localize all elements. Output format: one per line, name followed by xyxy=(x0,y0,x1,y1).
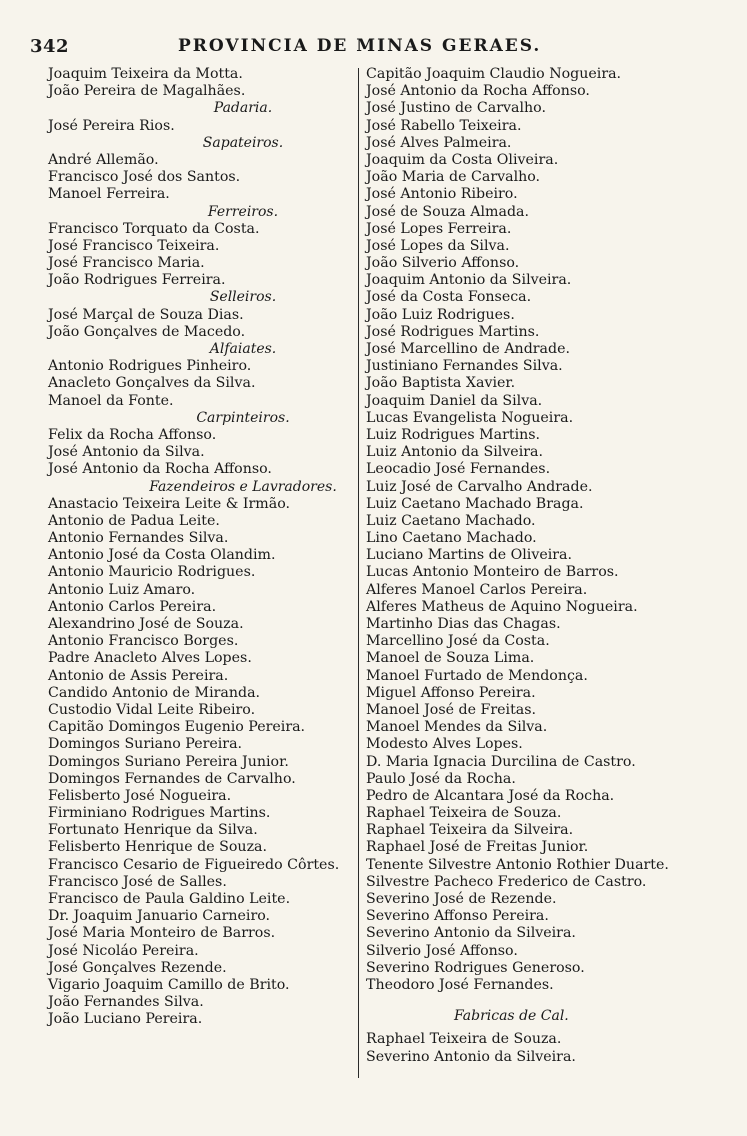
right-column xyxy=(366,66,696,1066)
name-entry: Martinho Dias das Chagas. xyxy=(366,616,561,632)
name-entry: José da Costa Fonseca. xyxy=(366,289,532,306)
name-entry: Raphael José de Freitas Junior. xyxy=(366,839,589,856)
name-entry: José Rodrigues Martins. xyxy=(366,323,540,340)
name-entry: Antonio Mauricio Rodrigues. xyxy=(48,564,256,581)
name-entry: Antonio Carlos Pereira. xyxy=(48,598,217,615)
name-entry: Domingos Suriano Pereira. xyxy=(48,736,243,753)
section-heading: Padaria. xyxy=(213,100,273,117)
name-entry: Francisco de Paula Galdino Leite. xyxy=(48,891,291,907)
name-entry: João Baptista Xavier. xyxy=(366,375,516,392)
name-entry: José de Souza Almada. xyxy=(366,203,529,220)
name-entry: Lucas Antonio Monteiro de Barros. xyxy=(366,564,619,581)
column-divider xyxy=(358,68,359,1078)
name-entry: Antonio José da Costa Olandim. xyxy=(48,547,276,564)
name-entry: Luiz Caetano Machado Braga. xyxy=(366,495,584,512)
name-entry: Antonio de Assis Pereira. xyxy=(48,667,229,684)
name-entry: Luiz Rodrigues Martins. xyxy=(366,426,541,443)
name-entry: Antonio Francisco Borges. xyxy=(48,633,239,650)
name-entry: Manoel Mendes da Silva. xyxy=(366,719,548,736)
name-entry: D. Maria Ignacia Durcilina de Castro. xyxy=(366,753,636,770)
name-entry: Manoel Furtado de Mendonça. xyxy=(366,667,588,684)
section-heading: Selleiros. xyxy=(209,289,277,306)
name-entry: José Antonio Ribeiro. xyxy=(366,186,518,203)
name-entry: Manoel de Souza Lima. xyxy=(366,650,535,667)
name-entry: José Antonio da Silva. xyxy=(48,444,205,461)
name-entry: Domingos Fernandes de Carvalho. xyxy=(48,770,296,787)
name-entry: João Maria de Carvalho. xyxy=(366,169,541,186)
name-entry: José Nicoláo Pereira. xyxy=(48,942,199,959)
name-entry: José Maria Monteiro de Barros. xyxy=(48,925,276,942)
name-entry: Fortunato Henrique da Silva. xyxy=(48,822,258,839)
name-entry: Theodoro José Fernandes. xyxy=(366,976,554,993)
name-entry: Antonio Rodrigues Pinheiro. xyxy=(48,358,252,375)
name-entry: Manoel da Fonte. xyxy=(48,392,174,409)
name-entry: Manoel Ferreira. xyxy=(48,186,170,203)
name-entry: Raphael Teixeira de Souza. xyxy=(366,1031,562,1048)
name-entry: Felisberto Henrique de Souza. xyxy=(48,839,268,856)
name-entry: Felisberto José Nogueira. xyxy=(48,787,232,804)
name-entry: José Marcellino de Andrade. xyxy=(366,341,571,357)
name-entry: Luciano Martins de Oliveira. xyxy=(366,547,573,564)
name-entry: Severino Antonio da Silveira. xyxy=(366,925,576,942)
name-entry: Joaquim Teixeira da Motta. xyxy=(48,66,243,82)
name-entry: José Gonçalves Rezende. xyxy=(48,959,227,976)
name-entry: Antonio de Padua Leite. xyxy=(48,512,220,529)
name-entry: José Rabello Teixeira. xyxy=(366,117,522,134)
section-heading: Carpinteiros. xyxy=(196,409,290,426)
left-column xyxy=(48,66,348,1029)
name-entry: Capitão Joaquim Claudio Nogueira. xyxy=(366,66,622,82)
name-entry: Joaquim Daniel da Silva. xyxy=(366,392,543,409)
name-entry: Lino Caetano Machado. xyxy=(366,530,537,547)
running-title: PROVINCIA DE MINAS GERAES. xyxy=(178,36,542,56)
name-entry: José Antonio da Rocha Affonso. xyxy=(48,461,272,478)
section-heading: Sapateiros. xyxy=(202,134,284,151)
name-entry: José Marçal de Souza Dias. xyxy=(48,306,244,323)
name-entry: Lucas Evangelista Nogueira. xyxy=(366,409,574,426)
name-entry: André Allemão. xyxy=(48,151,159,168)
name-entry: Anacleto Gonçalves da Silva. xyxy=(48,375,256,392)
section-heading: Ferreiros. xyxy=(207,203,279,220)
name-entry: Padre Anacleto Alves Lopes. xyxy=(48,650,252,667)
name-entry: Firminiano Rodrigues Martins. xyxy=(48,805,271,822)
name-entry: José Lopes da Silva. xyxy=(366,237,510,254)
name-entry: Miguel Affonso Pereira. xyxy=(366,684,536,701)
name-entry: Antonio Fernandes Silva. xyxy=(48,530,229,547)
name-entry: João Luciano Pereira. xyxy=(48,1011,203,1028)
name-entry: Silvestre Pacheco Frederico de Castro. xyxy=(366,873,647,890)
name-entry: Severino José de Rezende. xyxy=(366,891,557,907)
name-entry: José Francisco Maria. xyxy=(48,255,205,272)
name-entry: Francisco Cesario de Figueiredo Côrtes. xyxy=(48,856,340,873)
name-entry: Raphael Teixeira da Silveira. xyxy=(366,822,574,839)
name-entry: Luiz Antonio da Silveira. xyxy=(366,444,543,461)
name-entry: Luiz Caetano Machado. xyxy=(366,512,536,529)
name-entry: Candido Antonio de Miranda. xyxy=(48,684,261,701)
name-entry: João Gonçalves de Macedo. xyxy=(48,323,246,340)
name-entry: José Pereira Rios. xyxy=(48,117,175,134)
name-entry: Alferes Manoel Carlos Pereira. xyxy=(366,581,588,598)
name-entry: Joaquim da Costa Oliveira. xyxy=(366,151,559,168)
name-entry: Custodio Vidal Leite Ribeiro. xyxy=(48,701,256,718)
name-entry: Tenente Silvestre Antonio Rothier Duarte. xyxy=(366,856,669,873)
name-entry: Capitão Domingos Eugenio Pereira. xyxy=(48,719,306,736)
name-entry: Leocadio José Fernandes. xyxy=(366,461,551,478)
section-heading: Alfaiates. xyxy=(209,341,277,357)
name-entry: João Fernandes Silva. xyxy=(48,994,204,1011)
name-entry: Severino Antonio da Silveira. xyxy=(366,1048,576,1065)
name-entry: Dr. Joaquim Januario Carneiro. xyxy=(48,908,271,925)
name-entry: Joaquim Antonio da Silveira. xyxy=(366,272,572,289)
name-entry: Modesto Alves Lopes. xyxy=(366,736,523,753)
name-entry: Francisco Torquato da Costa. xyxy=(48,220,260,237)
section-heading: Fabricas de Cal. xyxy=(454,1008,569,1025)
name-entry: Anastacio Teixeira Leite & Irmão. xyxy=(48,495,290,512)
name-entry: José Francisco Teixeira. xyxy=(48,237,220,254)
name-entry: Francisco José de Salles. xyxy=(48,873,227,890)
name-entry: Manoel José de Freitas. xyxy=(366,701,537,718)
name-entry: Severino Affonso Pereira. xyxy=(366,908,549,925)
name-entry: José Antonio da Rocha Affonso. xyxy=(366,83,590,100)
name-entry: João Pereira de Magalhães. xyxy=(48,83,246,100)
name-entry: José Lopes Ferreira. xyxy=(366,220,512,237)
name-entry: Severino Rodrigues Generoso. xyxy=(366,959,585,976)
name-entry: Paulo José da Rocha. xyxy=(366,770,516,787)
name-entry: Felix da Rocha Affonso. xyxy=(48,426,217,443)
name-entry: Silverio José Affonso. xyxy=(366,942,518,959)
name-entry: Alexandrino José de Souza. xyxy=(48,616,244,632)
name-entry: João Silverio Affonso. xyxy=(366,255,520,272)
name-entry: João Luiz Rodrigues. xyxy=(366,306,515,323)
page-number: 342 xyxy=(30,36,70,57)
name-entry: Francisco José dos Santos. xyxy=(48,169,241,186)
name-entry: Justiniano Fernandes Silva. xyxy=(366,358,563,375)
name-entry: José Justino de Carvalho. xyxy=(366,100,546,117)
name-entry: João Rodrigues Ferreira. xyxy=(48,272,226,289)
section-heading: Fazendeiros e Lavradores. xyxy=(149,478,337,495)
name-entry: Luiz José de Carvalho Andrade. xyxy=(366,478,593,495)
name-entry: José Alves Palmeira. xyxy=(366,134,512,151)
name-entry: Domingos Suriano Pereira Junior. xyxy=(48,753,289,770)
name-entry: Raphael Teixeira de Souza. xyxy=(366,805,562,822)
name-entry: Marcellino José da Costa. xyxy=(366,633,550,650)
name-entry: Antonio Luiz Amaro. xyxy=(48,581,196,598)
name-entry: Alferes Matheus de Aquino Nogueira. xyxy=(366,598,638,615)
name-entry: Pedro de Alcantara José da Rocha. xyxy=(366,787,615,804)
name-entry: Vigario Joaquim Camillo de Brito. xyxy=(48,976,290,993)
